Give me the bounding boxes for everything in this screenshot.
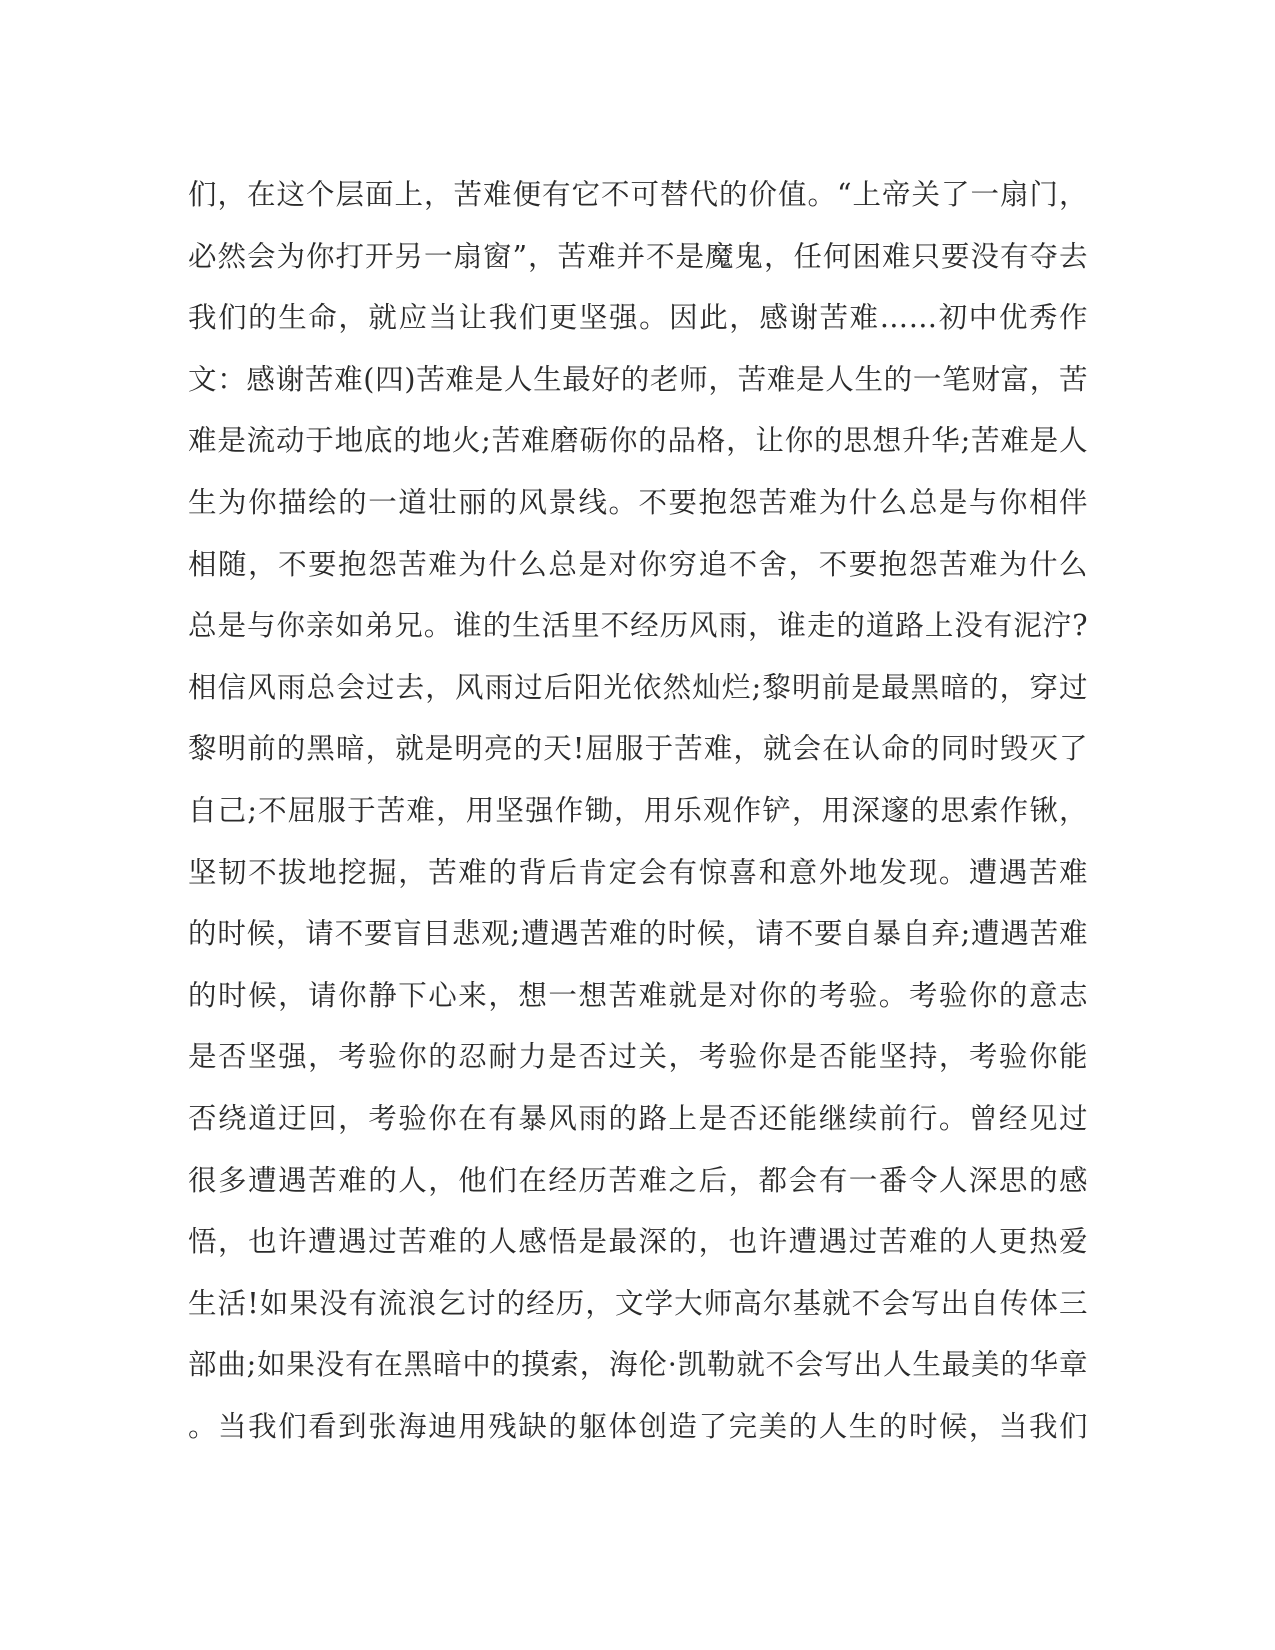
text-line: 很多遭遇苦难的人，他们在经历苦难之后，都会有一番令人深思的感: [188, 1163, 1088, 1197]
text-line: 的时候，请不要盲目悲观;遭遇苦难的时候，请不要自暴自弃;遭遇苦难: [188, 917, 1088, 951]
text-line: 生活!如果没有流浪乞讨的经历，文学大师高尔基就不会写出自传体三: [188, 1286, 1088, 1320]
text-line: 部曲;如果没有在黑暗中的摸索，海伦·凯勒就不会写出人生最美的华章: [188, 1348, 1088, 1382]
text-line: 文：感谢苦难(四)苦难是人生最好的老师，苦难是人生的一笔财富，苦: [188, 362, 1088, 396]
text-line: 相信风雨总会过去，风雨过后阳光依然灿烂;黎明前是最黑暗的，穿过: [188, 670, 1088, 704]
text-line: 。当我们看到张海迪用残缺的躯体创造了完美的人生的时候，当我们: [188, 1409, 1088, 1443]
text-line: 相随，不要抱怨苦难为什么总是对你穷追不舍，不要抱怨苦难为什么: [188, 547, 1088, 581]
text-line: 坚韧不拔地挖掘，苦难的背后肯定会有惊喜和意外地发现。遭遇苦难: [188, 855, 1088, 889]
text-line: 的时候，请你静下心来，想一想苦难就是对你的考验。考验你的意志: [188, 978, 1088, 1012]
text-line: 们，在这个层面上，苦难便有它不可替代的价值。“上帝关了一扇门，: [188, 178, 1088, 211]
text-line: 难是流动于地底的地火;苦难磨砺你的品格，让你的思想升华;苦难是人: [188, 424, 1088, 458]
body-text: [188, 164, 1088, 1457]
text-line: 必然会为你打开另一扇窗”，苦难并不是魔鬼，任何困难只要没有夺去: [188, 239, 1088, 273]
text-line: 生为你描绘的一道壮丽的风景线。不要抱怨苦难为什么总是与你相伴: [188, 485, 1088, 519]
text-line: 黎明前的黑暗，就是明亮的天!屈服于苦难，就会在认命的同时毁灭了: [188, 732, 1088, 766]
text-line: 悟，也许遭遇过苦难的人感悟是最深的，也许遭遇过苦难的人更热爱: [188, 1225, 1088, 1259]
text-line: 总是与你亲如弟兄。谁的生活里不经历风雨，谁走的道路上没有泥泞?: [188, 609, 1088, 643]
text-line: 是否坚强，考验你的忍耐力是否过关，考验你是否能坚持，考验你能: [188, 1040, 1088, 1074]
text-line: 自己;不屈服于苦难，用坚强作锄，用乐观作铲，用深邃的思索作锹，: [188, 793, 1088, 827]
text-line: 我们的生命，就应当让我们更坚强。因此，感谢苦难……初中优秀作: [188, 301, 1088, 335]
text-line: 否绕道迂回，考验你在有暴风雨的路上是否还能继续前行。曾经见过: [188, 1101, 1088, 1135]
